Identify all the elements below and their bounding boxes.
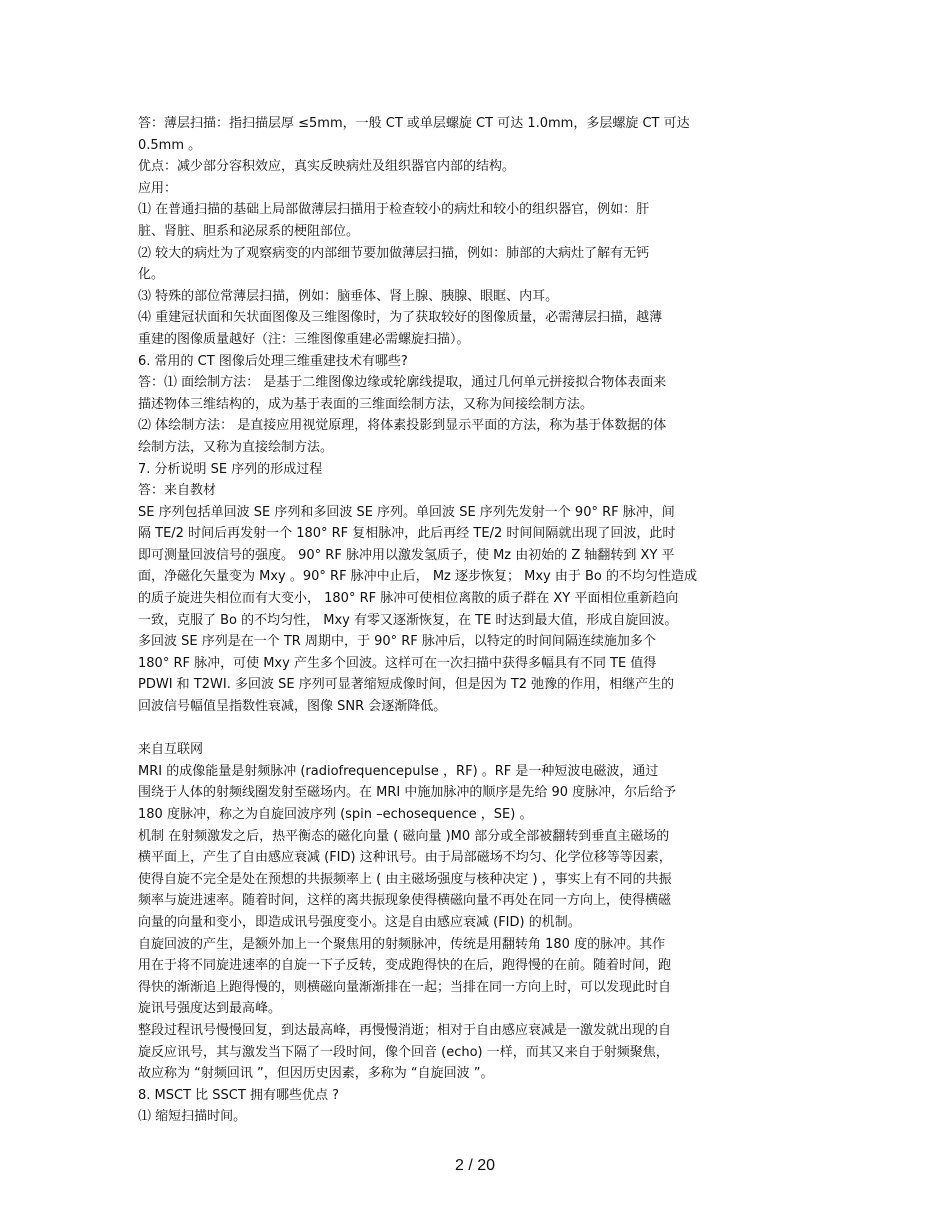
text-line: ⑴ 缩短扫描时间。 [138, 1109, 247, 1125]
text-line: 来自互联网 [138, 742, 204, 758]
text-line: 自旋回波的产生，是额外加上一个聚焦用的射频脉冲，传统是用翻转角 180 度的脉冲。其作 [138, 936, 666, 952]
text-line: 描述物体三维结构的，成为基于表面的三维面绘制方法，又称为间接绘制方法。 [138, 396, 594, 412]
text-line: 180 度脉冲，称之为自旋回波序列 (spin –echosequence ，SE) 。 [138, 807, 533, 822]
text-line: PDWI 和 T2WI. 多回波 SE 序列可显著缩短成像时间，但是因为 T2 弛豫的作用，相继产生的 [138, 677, 675, 693]
text-line: 围绕于人体的射频线圈发射至磁场内。在 MRI 中施加脉冲的顺序是先给 90 度脉冲，尔后给予 [138, 785, 677, 801]
text-line: 用在于将不同旋进速率的自旋一下子反转，变成跑得快的在后，跑得慢的在前。随着时间，跑 [138, 958, 672, 974]
text-line: 7. 分析说明 SE 序列的形成过程 [138, 461, 323, 477]
text-line: ⑵ 体绘制方法： 是直接应用视觉原理，将体素投影到显示平面的方法，称为基于体数据的体 [138, 418, 667, 434]
text-line: ⑴ 在普通扫描的基础上局部做薄层扫描用于检查较小的病灶和较小的组织器官，例如：肝 [138, 202, 650, 218]
text-line: 即可测量回波信号的强度。 90° RF 脉冲用以激发氢质子，使 Mz 由初始的 Z 轴翻转到 XY 平 [138, 547, 675, 563]
document-body [138, 113, 798, 1128]
text-line: 横平面上，产生了自由感应衰减 (FID) 这种讯号。由于局部磁场不均匀、化学位移等等因素， [138, 850, 672, 866]
text-line: 向量的向量和变小，即造成讯号强度变小。这是自由感应衰减 (FID) 的机制。 [138, 914, 581, 930]
text-line: 优点：减少部分容积效应，真实反映病灶及组织器官内部的结构。 [138, 159, 516, 175]
text-line: ⑶ 特殊的部位常薄层扫描，例如：脑垂体、肾上腺、胰腺、眼眶、内耳。 [138, 288, 559, 304]
text-line: 应用： [138, 180, 178, 196]
text-line: 化。 [138, 267, 165, 283]
text-line: 机制 在射频激发之后，热平衡态的磁化向量 ( 磁向量 )M0 部分或全部被翻转到垂直主磁场的 [138, 828, 670, 844]
text-line: 180° RF 脉冲，可使 Mxy 产生多个回波。这样可在一次扫描中获得多幅具有不同 TE 值得 [138, 655, 657, 671]
text-line: 得快的渐渐追上跑得慢的，则横磁向量渐渐排在一起；当排在同一方向上时，可以发现此时自 [138, 979, 672, 995]
text-line: 答：⑴ 面绘制方法： 是基于二维图像边缘或轮廓线提取，通过几何单元拼接拟合物体表面来 [138, 375, 667, 391]
text-line: 频率与旋进速率。随着时间，这样的离共振现象使得横磁向量不再处在同一方向上，使得横磁 [138, 893, 672, 909]
text-line: 脏、肾脏、胆系和泌尿系的梗阻部位。 [138, 223, 360, 239]
text-line: 重建的图像质量越好（注：三维图像重建必需螺旋扫描）。 [138, 331, 470, 347]
text-line: 8. MSCT 比 SSCT 拥有哪些优点 ? [138, 1087, 339, 1103]
text-line: 0.5mm 。 [138, 137, 202, 153]
text-line: 旋讯号强度达到最高峰。 [138, 1001, 282, 1017]
text-line: SE 序列包括单回波 SE 序列和多回波 SE 序列。单回波 SE 序列先发射一个 90° RF 脉冲，间 [138, 504, 675, 520]
text-line: 面，净磁化矢量变为 Mxy 。90° RF 脉冲中止后， Mz 逐步恢复； Mxy 由于 Bo 的不均匀性造成 [138, 569, 697, 585]
text-line: 旋反应讯号，其与激发当下隔了一段时间，像个回音 (echo) 一样，而其又来自于射频聚焦， [138, 1044, 669, 1060]
blank-line [138, 718, 798, 740]
text-line: 一致，克服了 Bo 的不均匀性， Mxy 有零又逐渐恢复，在 TE 时达到最大值，形成自旋回波。 [138, 612, 678, 628]
text-line: 整段过程讯号慢慢回复，到达最高峰，再慢慢消逝；相对于自由感应衰减是一激发就出现的自 [138, 1022, 672, 1038]
text-line: ⑷ 重建冠状面和矢状面图像及三维图像时，为了获取较好的图像质量，必需薄层扫描，越薄 [138, 310, 663, 326]
text-line: 绘制方法，又称为直接绘制方法。 [138, 439, 334, 455]
text-line: ⑵ 较大的病灶为了观察病变的内部细节要加做薄层扫描，例如：肺部的大病灶了解有无钙 [138, 245, 650, 261]
text-line: 答：薄层扫描：指扫描层厚 ≤5mm，一般 CT 或单层螺旋 CT 可达 1.0mm，多层螺旋 CT 可达 [138, 116, 690, 131]
text-line: 隔 TE/2 时间后再发射一个 180° RF 复相脉冲，此后再经 TE/2 时间间隔就出现了回波，此时 [138, 526, 676, 542]
text-line: 答：来自教材 [138, 483, 217, 499]
text-line: 故应称为 “射频回讯 ”，但因历史因素，多称为 “自旋回波 ”。 [138, 1066, 494, 1082]
text-line: 回波信号幅值呈指数性衰减，图像 SNR 会逐渐降低。 [138, 699, 447, 715]
text-line: MRI 的成像能量是射频脉冲 (radiofrequencepulse ，RF) 。RF 是一种短波电磁波，通过 [138, 763, 659, 779]
text-line: 使得自旋不完全是处在预想的共振频率上 ( 由主磁场强度与核种决定 ) ，事实上有不同的共振 [138, 871, 672, 887]
text-line: 6. 常用的 CT 图像后处理三维重建技术有哪些? [138, 353, 408, 369]
text-line: 多回波 SE 序列是在一个 TR 周期中，于 90° RF 脉冲后，以特定的时间间隔连续施加多个 [138, 634, 656, 650]
text-line: 的质子旋进失相位而有大变小， 180° RF 脉冲可使相位离散的质子群在 XY 平面相位重新趋向 [138, 591, 679, 607]
page-number: 2 / 20 [454, 1157, 496, 1174]
